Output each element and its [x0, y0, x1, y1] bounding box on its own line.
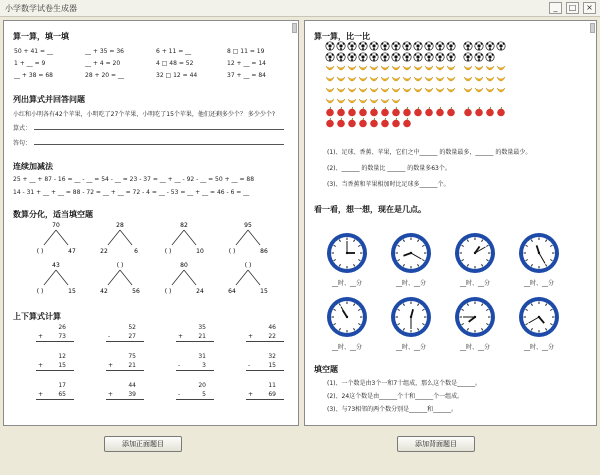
- minimize-button[interactable]: _: [549, 2, 562, 14]
- tree-top-number: ( ): [116, 262, 124, 269]
- section-number-split: 数算分化，适当填空题: [13, 210, 93, 219]
- banana-icon: [348, 77, 356, 81]
- banana-icon: [326, 66, 334, 70]
- soccer-ball-icon: [370, 42, 378, 50]
- sum-line: [106, 399, 144, 400]
- apple-icon: [497, 107, 505, 116]
- number-trees: [4, 219, 298, 309]
- split-tree: [228, 262, 268, 295]
- apple-icon: [348, 118, 356, 127]
- banana-icon: [486, 77, 494, 81]
- operand-bottom: 22: [268, 333, 276, 340]
- vertical-problem: [106, 382, 146, 408]
- banana-icon: [370, 66, 378, 70]
- apple-icon: [348, 107, 356, 116]
- vertical-problem: [246, 324, 286, 350]
- banana-icon: [381, 66, 389, 70]
- operand-top: 11: [268, 382, 276, 389]
- apple-icon: [447, 107, 455, 116]
- vertical-problem: [36, 324, 76, 350]
- tree-left-number: ( ): [36, 248, 44, 255]
- vertical-problem: [176, 353, 216, 379]
- banana-icon: [447, 77, 455, 81]
- vertical-problem: [176, 382, 216, 408]
- soccer-ball-icon: [381, 42, 389, 50]
- tree-top-number: 43: [52, 262, 60, 269]
- operand-top: 32: [268, 353, 276, 360]
- apple-icon: [392, 107, 400, 116]
- soccer-ball-icon: [475, 42, 483, 50]
- soccer-ball-icon: [414, 53, 422, 61]
- answer-blank: [34, 144, 284, 145]
- operator: +: [38, 362, 44, 369]
- fill-in-equation: __ + 4 = 20: [85, 60, 121, 67]
- banana-icon: [486, 66, 494, 70]
- operand-bottom: 27: [128, 333, 136, 340]
- add-front-question-button[interactable]: 添加正面题目: [104, 436, 182, 452]
- tree-right-number: 6: [134, 248, 138, 255]
- apple-icon: [326, 107, 334, 116]
- title-bar: [0, 0, 600, 17]
- operand-top: 44: [128, 382, 136, 389]
- banana-icon: [436, 66, 444, 70]
- soccer-ball-icon: [436, 42, 444, 50]
- banana-icon: [475, 88, 483, 92]
- soccer-ball-icon: [392, 42, 400, 50]
- tree-left-number: ( ): [164, 248, 172, 255]
- sum-line: [246, 370, 284, 371]
- vertical-problem: [36, 382, 76, 408]
- banana-icon: [326, 77, 334, 81]
- vertical-problem: [176, 324, 216, 350]
- tree-branch-right: [120, 230, 132, 245]
- clock-answer-label: __时、__分: [523, 280, 554, 287]
- sum-line: [246, 341, 284, 342]
- fill-in-equation: 6 + 11 = __: [156, 48, 192, 55]
- sum-line: [176, 399, 214, 400]
- tree-left-number: ( ): [36, 288, 44, 295]
- clock-face-icon: [325, 295, 369, 339]
- soccer-ball-icon: [326, 42, 334, 50]
- tree-right-number: 15: [68, 288, 76, 295]
- answer-label: 答句：: [13, 140, 32, 147]
- compare-question-1: (1)、足球、香蕉、苹果，它们之中______ 的数量最多，______ 的数量最少。: [327, 149, 532, 156]
- vertical-problem: [36, 353, 76, 379]
- operand-bottom: 69: [268, 391, 276, 398]
- section-compare: 算一算，比一比: [314, 32, 370, 41]
- banana-icon: [475, 77, 483, 81]
- tree-branch-left: [172, 270, 184, 285]
- apple-icon: [403, 107, 411, 116]
- operand-bottom: 15: [58, 362, 66, 369]
- clock-face-icon: [325, 231, 369, 275]
- soccer-ball-icon: [464, 53, 472, 61]
- vertical-problem: [246, 382, 286, 408]
- tree-right-number: 10: [196, 248, 204, 255]
- banana-icon: [348, 88, 356, 92]
- tree-top-number: 80: [180, 262, 188, 269]
- compare-question-3: (3)、当香蕉和苹果相加时比足球多______个。: [327, 181, 450, 188]
- banana-icon: [447, 66, 455, 70]
- operator: +: [38, 333, 44, 340]
- tree-branch-left: [236, 230, 248, 245]
- apple-icon: [403, 118, 411, 127]
- fill-in-equation: 1 + __ = 9: [14, 60, 46, 67]
- operator: -: [178, 391, 181, 398]
- banana-icon: [348, 66, 356, 70]
- banana-icon: [464, 66, 472, 70]
- banana-icon: [447, 88, 455, 92]
- apple-icon: [392, 118, 400, 127]
- object-picture-grid: [325, 41, 597, 141]
- operand-bottom: 73: [58, 333, 66, 340]
- banana-icon: [326, 99, 334, 103]
- scroll-up-indicator[interactable]: [292, 23, 297, 33]
- apple-icon: [370, 118, 378, 127]
- operand-bottom: 15: [268, 362, 276, 369]
- soccer-ball-icon: [337, 42, 345, 50]
- tree-branch-left: [236, 270, 248, 285]
- close-button[interactable]: ×: [583, 2, 596, 14]
- maximize-button[interactable]: □: [566, 2, 579, 14]
- operator: +: [108, 362, 114, 369]
- section-fill-in: 算一算，填一填: [13, 32, 69, 41]
- operand-bottom: 21: [198, 333, 206, 340]
- tree-top-number: ( ): [244, 262, 252, 269]
- banana-icon: [392, 77, 400, 81]
- apple-icon: [381, 107, 389, 116]
- banana-icon: [359, 77, 367, 81]
- apple-icon: [337, 107, 345, 116]
- tree-branch-left: [108, 270, 120, 285]
- operand-bottom: 65: [58, 391, 66, 398]
- operator: +: [248, 391, 254, 398]
- soccer-ball-icon: [359, 42, 367, 50]
- operand-top: 26: [58, 324, 66, 331]
- soccer-ball-icon: [497, 42, 505, 50]
- banana-icon: [403, 66, 411, 70]
- soccer-ball-icon: [447, 42, 455, 50]
- sum-line: [106, 341, 144, 342]
- split-tree: [229, 222, 268, 255]
- tree-branch-left: [108, 230, 120, 245]
- operand-top: 17: [58, 382, 66, 389]
- tree-left-number: 64: [228, 288, 236, 295]
- add-back-question-button[interactable]: 添加背面题目: [397, 436, 475, 452]
- split-tree: [37, 262, 76, 295]
- banana-icon: [381, 99, 389, 103]
- operator: +: [178, 333, 184, 340]
- apple-icon: [326, 118, 334, 127]
- clock-answer-label: __时、__分: [395, 280, 426, 287]
- soccer-ball-icon: [348, 53, 356, 61]
- operand-top: 52: [128, 324, 136, 331]
- split-tree: [37, 222, 76, 255]
- banana-icon: [381, 77, 389, 81]
- tree-right-number: 15: [260, 288, 268, 295]
- sum-line: [106, 370, 144, 371]
- banana-icon: [392, 99, 400, 103]
- split-tree: [165, 222, 204, 255]
- banana-icon: [403, 88, 411, 92]
- tree-branch-right: [184, 270, 196, 285]
- operand-bottom: 39: [128, 391, 136, 398]
- banana-icon: [337, 99, 345, 103]
- scroll-up-indicator-right[interactable]: [590, 23, 595, 33]
- banana-icon: [425, 66, 433, 70]
- soccer-ball-icon: [464, 42, 472, 50]
- operand-bottom: 3: [202, 362, 206, 369]
- fill-in-equation: __ + 35 = 36: [85, 48, 124, 55]
- split-tree: [100, 262, 140, 295]
- banana-icon: [337, 77, 345, 81]
- vertical-problem: [106, 353, 146, 379]
- operator: +: [108, 391, 114, 398]
- soccer-ball-icon: [486, 53, 494, 61]
- sum-line: [176, 370, 214, 371]
- banana-icon: [486, 88, 494, 92]
- tree-branch-right: [184, 230, 196, 245]
- chain-row-2: 14 - 31 + __ + __ = 88 - 72 = __ + __ = 72 - 4 = __ - 53 = __ + __ = 46 - 6 = __: [13, 189, 250, 196]
- banana-icon: [464, 77, 472, 81]
- banana-icon: [370, 88, 378, 92]
- soccer-ball-icon: [436, 53, 444, 61]
- clock-face-icon: [453, 231, 497, 275]
- operand-bottom: 21: [128, 362, 136, 369]
- apple-icon: [359, 118, 367, 127]
- tree-branch-left: [44, 230, 56, 245]
- banana-icon: [392, 66, 400, 70]
- soccer-ball-icon: [475, 53, 483, 61]
- fill-in-equation: 50 + 41 = __: [14, 48, 53, 55]
- soccer-ball-icon: [414, 42, 422, 50]
- banana-icon: [392, 88, 400, 92]
- soccer-ball-icon: [392, 53, 400, 61]
- apple-icon: [436, 107, 444, 116]
- tree-right-number: 24: [196, 288, 204, 295]
- section-clocks: 看一看，想一想，现在是几点。: [314, 205, 426, 214]
- apple-icon: [414, 107, 422, 116]
- tree-right-number: 47: [68, 248, 76, 255]
- fill-in-equation: 8 □ 11 = 19: [227, 48, 265, 55]
- banana-icon: [414, 66, 422, 70]
- chain-row-1: 25 + __ + 87 - 16 = __ - __ = 54 - __ = 23 - 37 = __ + __ - 92 - __ = 50 + __ = 88: [13, 176, 255, 183]
- soccer-ball-icon: [403, 53, 411, 61]
- tree-right-number: 56: [132, 288, 140, 295]
- bottom-toolbar: [0, 428, 600, 475]
- soccer-ball-icon: [370, 53, 378, 61]
- word-problem-text: 小红和小明各有42个苹果，小明吃了27个苹果，小明吃了15个苹果，他们还剩多少个？ 多少少个?: [13, 111, 275, 118]
- soccer-ball-icon: [337, 53, 345, 61]
- banana-icon: [403, 77, 411, 81]
- banana-icon: [464, 88, 472, 92]
- banana-icon: [359, 66, 367, 70]
- tree-branch-left: [44, 270, 56, 285]
- clock-answer-label: __时、__分: [459, 344, 490, 351]
- soccer-ball-icon: [359, 53, 367, 61]
- back-page-panel[interactable]: [304, 20, 597, 426]
- tree-branch-right: [56, 230, 68, 245]
- clock-answer-label: __时、__分: [331, 344, 362, 351]
- apple-icon: [475, 107, 483, 116]
- soccer-ball-icon: [326, 53, 334, 61]
- front-page-panel[interactable]: [3, 20, 299, 426]
- banana-icon: [337, 88, 345, 92]
- soccer-ball-icon: [381, 53, 389, 61]
- operator: -: [248, 362, 251, 369]
- clock-face-icon: [389, 295, 433, 339]
- tree-branch-right: [248, 270, 260, 285]
- banana-icon: [326, 88, 334, 92]
- banana-icon: [425, 88, 433, 92]
- apple-icon: [464, 107, 472, 116]
- banana-icon: [359, 88, 367, 92]
- operand-top: 20: [198, 382, 206, 389]
- operator: +: [38, 391, 44, 398]
- tree-left-number: ( ): [228, 248, 236, 255]
- soccer-ball-icon: [403, 42, 411, 50]
- operator: -: [108, 333, 111, 340]
- apple-icon: [381, 118, 389, 127]
- operand-bottom: 5: [202, 391, 206, 398]
- tree-branch-left: [172, 230, 184, 245]
- banana-icon: [497, 77, 505, 81]
- banana-icon: [497, 88, 505, 92]
- split-tree: [100, 222, 138, 255]
- fill-question-1: (1)、一个数是由3个一和7十组成，那么这个数是______。: [327, 380, 482, 387]
- banana-icon: [497, 66, 505, 70]
- sum-line: [36, 370, 74, 371]
- banana-icon: [414, 88, 422, 92]
- section-vertical-calc: 上下算式计算: [13, 312, 61, 321]
- tree-left-number: ( ): [164, 288, 172, 295]
- apple-icon: [425, 107, 433, 116]
- formula-label: 算式：: [13, 125, 32, 132]
- operand-top: 12: [58, 353, 66, 360]
- tree-left-number: 42: [100, 288, 108, 295]
- section-chain-calc: 连续加减法: [13, 162, 53, 171]
- operand-top: 46: [268, 324, 276, 331]
- tree-left-number: 22: [100, 248, 108, 255]
- sum-line: [246, 399, 284, 400]
- vertical-problem: [246, 353, 286, 379]
- section-word-problem: 列出算式并回答问题: [13, 95, 85, 104]
- banana-icon: [436, 77, 444, 81]
- banana-icon: [348, 99, 356, 103]
- clock-face-icon: [517, 295, 561, 339]
- sum-line: [176, 341, 214, 342]
- window-title: 小学数学试卷生成器: [5, 4, 77, 13]
- apple-icon: [486, 107, 494, 116]
- operator: +: [248, 333, 254, 340]
- clock-answer-label: __时、__分: [331, 280, 362, 287]
- tree-branch-right: [120, 270, 132, 285]
- operator: -: [178, 362, 181, 369]
- banana-icon: [436, 88, 444, 92]
- banana-icon: [359, 99, 367, 103]
- banana-icon: [337, 66, 345, 70]
- soccer-ball-icon: [425, 42, 433, 50]
- compare-question-2: (2)、______ 的数量比 ______ 的数量多63个。: [327, 165, 451, 172]
- soccer-ball-icon: [447, 53, 455, 61]
- clock-face-icon: [517, 231, 561, 275]
- soccer-ball-icon: [348, 42, 356, 50]
- apple-icon: [359, 107, 367, 116]
- tree-top-number: 95: [244, 222, 252, 229]
- fill-in-equation: 28 + 20 = __: [85, 72, 124, 79]
- operand-top: 35: [198, 324, 206, 331]
- banana-icon: [370, 77, 378, 81]
- soccer-ball-icon: [486, 42, 494, 50]
- banana-icon: [414, 77, 422, 81]
- apple-icon: [370, 107, 378, 116]
- banana-icon: [370, 99, 378, 103]
- soccer-ball-icon: [425, 53, 433, 61]
- operand-top: 75: [128, 353, 136, 360]
- formula-blank: [34, 129, 284, 130]
- clock-face-icon: [389, 231, 433, 275]
- clock-answer-label: __时、__分: [395, 344, 426, 351]
- sum-line: [36, 399, 74, 400]
- operand-top: 31: [198, 353, 206, 360]
- fill-question-2: (2)、24这个数是由______个十和______个一组成。: [327, 393, 464, 400]
- clock-face-icon: [453, 295, 497, 339]
- tree-top-number: 70: [52, 222, 60, 229]
- banana-icon: [425, 77, 433, 81]
- vertical-problem: [106, 324, 146, 350]
- clock-answer-label: __时、__分: [523, 344, 554, 351]
- fill-in-equation: 4 □ 48 = 52: [156, 60, 194, 67]
- sum-line: [36, 341, 74, 342]
- fill-in-equation: 12 + __ = 14: [227, 60, 266, 67]
- fill-in-equation: 32 □ 12 = 44: [156, 72, 198, 79]
- section-fill-blank: 填空题: [314, 365, 338, 374]
- tree-branch-right: [56, 270, 68, 285]
- tree-branch-right: [248, 230, 260, 245]
- banana-icon: [381, 88, 389, 92]
- banana-icon: [475, 66, 483, 70]
- tree-right-number: 86: [260, 248, 268, 255]
- fill-question-3: (3)、与73相邻的两个数分别是______和______。: [327, 406, 458, 413]
- split-tree: [165, 262, 204, 295]
- apple-icon: [337, 118, 345, 127]
- clock-answer-label: __时、__分: [459, 280, 490, 287]
- fill-in-equation: __ + 38 = 68: [14, 72, 53, 79]
- tree-top-number: 28: [116, 222, 124, 229]
- fill-in-equation: 37 + __ = 84: [227, 72, 266, 79]
- tree-top-number: 82: [180, 222, 188, 229]
